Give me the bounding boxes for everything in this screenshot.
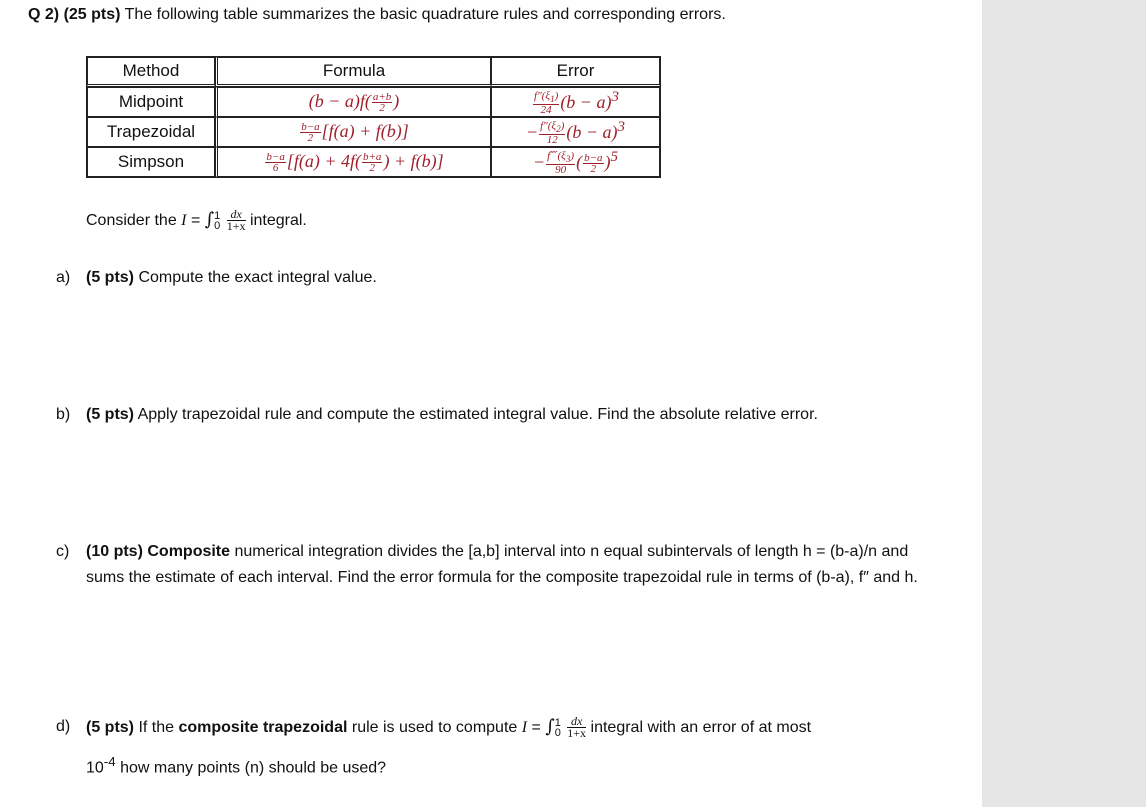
table-row-simpson	[87, 147, 660, 177]
consider-prefix: Consider the	[86, 212, 177, 229]
method-cell: Simpson	[87, 147, 215, 177]
part-bold: composite trapezoidal	[178, 719, 348, 736]
error-cell: − $\frac{f''(\xi_2)}{12}$ $(b - a)^3$	[491, 117, 660, 147]
integral-limits	[214, 211, 220, 231]
part-text: how many points (n) should be used?	[120, 759, 387, 777]
table-row-trapezoidal	[87, 117, 660, 147]
integral-statement	[86, 209, 307, 232]
method-cell: Trapezoidal	[87, 117, 215, 147]
part-b	[56, 402, 818, 428]
part-d	[56, 710, 956, 785]
integral-variable: I	[521, 719, 528, 736]
part-c	[56, 539, 946, 591]
equals-sign: =	[190, 212, 201, 229]
consider-suffix: integral.	[249, 212, 307, 229]
integral-sign: ∫	[545, 716, 555, 737]
part-bold-word: Composite	[147, 543, 231, 560]
lower-limit: 0	[214, 219, 221, 232]
part-text: integral with an error of at most	[590, 719, 812, 736]
integrand-fraction	[227, 209, 246, 232]
integrand-denominator: 1+x	[567, 726, 587, 741]
tolerance-exponent: -4	[103, 754, 116, 769]
method-cell: Midpoint	[87, 87, 215, 117]
equals-sign: =	[531, 719, 541, 736]
part-text: Apply trapezoidal rule and compute the estimated integral value. Find the absolute relative error.	[137, 406, 818, 423]
question-number: Q 2)	[28, 6, 60, 23]
integral-limits	[555, 718, 561, 738]
upper-limit: 1	[554, 716, 561, 729]
lower-limit: 0	[554, 726, 561, 739]
part-text: If the	[138, 719, 175, 736]
integrand-denominator: 1+x	[226, 219, 246, 234]
part-label: a)	[56, 269, 71, 286]
question-title	[28, 6, 726, 24]
part-label: c)	[56, 543, 70, 560]
part-points: (10 pts)	[86, 543, 143, 560]
part-label: b)	[56, 406, 71, 423]
table-header-row	[87, 57, 660, 87]
formula-cell: $\frac{b-a}{6}$ [f(a) + 4f( $\frac{b+a}{2}$ ) + f(b)]	[215, 147, 491, 177]
integral-variable: I	[181, 212, 187, 229]
header-error: Error	[491, 57, 660, 87]
error-cell: $\frac{f''(\xi_1)}{24}$ $(b - a)^3$	[491, 87, 660, 117]
header-method: Method	[87, 57, 215, 87]
upper-limit: 1	[214, 209, 221, 222]
table-row-midpoint	[87, 87, 660, 117]
integrand-numerator: dx	[227, 209, 246, 221]
integrand-numerator: dx	[567, 716, 586, 728]
part-text: Compute the exact integral value.	[138, 269, 377, 286]
formula-cell: (b − a)f( $\frac{a+b}{2}$ )	[215, 87, 491, 117]
part-a	[56, 265, 377, 291]
integrand-fraction	[567, 716, 586, 739]
part-points: (5 pts)	[86, 719, 134, 736]
question-points: (25 pts)	[63, 6, 121, 23]
part-text: rule is used to compute	[351, 719, 518, 736]
part-text: numerical integration divides the [a,b] interval into n equal subintervals of length h = (b-a)/n and sums the estimate of each interval. Find the error formula for the composite trapezoidal rule in terms of (b-a), f″ and h.	[86, 543, 918, 586]
part-points: (5 pts)	[86, 406, 134, 423]
formula-cell: $\frac{b-a}{2}$ [f(a) + f(b)]	[215, 117, 491, 147]
quadrature-table	[86, 56, 661, 178]
part-points: (5 pts)	[86, 269, 134, 286]
header-formula: Formula	[215, 57, 491, 87]
error-cell: − $\frac{f⁗(\xi_3)}{90}$ ( $\frac{b-a}{2}$ )$^5$	[491, 147, 660, 177]
question-intro: The following table summarizes the basic quadrature rules and corresponding errors.	[124, 6, 726, 23]
part-label: d)	[56, 718, 71, 735]
tolerance-base: 10	[86, 759, 104, 777]
integral-sign: ∫	[204, 209, 215, 230]
